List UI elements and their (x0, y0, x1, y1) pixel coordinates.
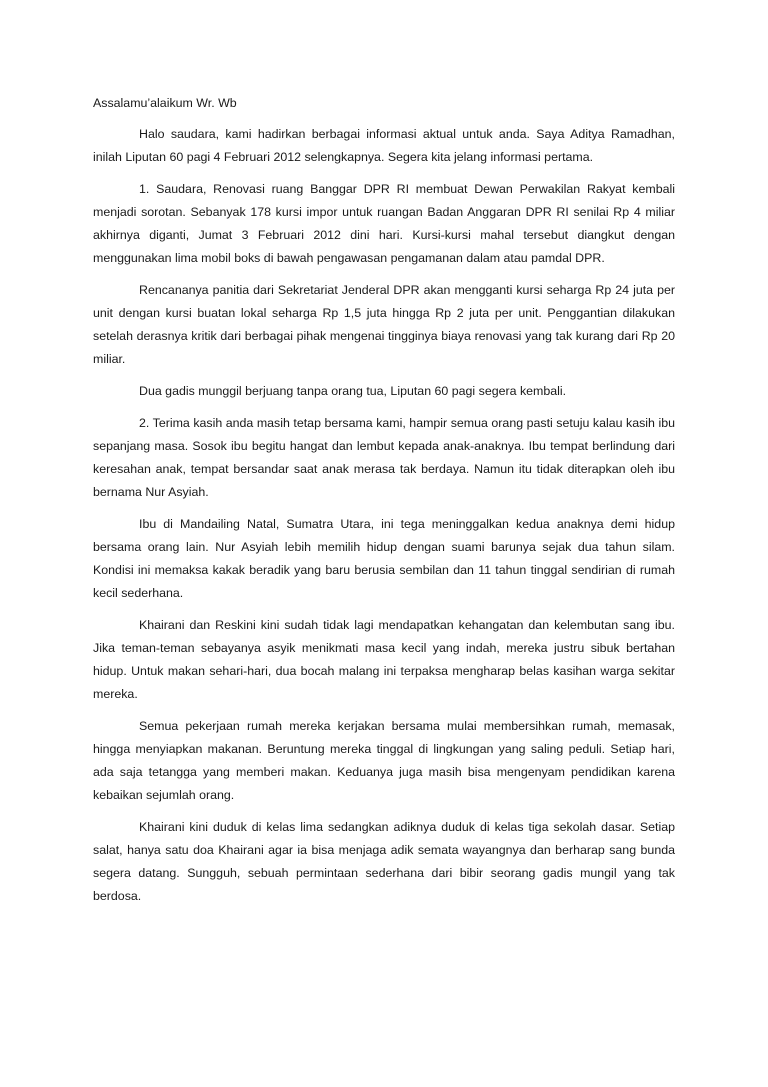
paragraph-news-1-detail: Rencananya panitia dari Sekretariat Jenderal DPR akan mengganti kursi seharga Rp 24 juta per unit dengan kursi buatan lokal seharga Rp 1,5 juta hingga Rp 2 juta per unit. Penggantian dilakukan setelah derasnya kritik dari berbagai pihak mengenai tingginya biaya renovasi yang tak kurang dari Rp 20 miliar. (93, 283, 675, 366)
paragraph-news-2: 2. Terima kasih anda masih tetap bersama kami, hampir semua orang pasti setuju kalau kasih ibu sepanjang masa. Sosok ibu begitu hangat dan lembut kepada anak-anaknya. Ibu tempat berlindung dari keresahan anak, tempat bersandar saat anak merasa tak berdaya. Namun itu tidak diterapkan oleh ibu bernama Nur Asyiah. (93, 416, 675, 499)
paragraph-news-2-location: Ibu di Mandailing Natal, Sumatra Utara, ini tega meninggalkan kedua anaknya demi hidup bersama orang lain. Nur Asyiah lebih memilih hidup dengan suami barunya sejak dua tahun silam. Kondisi ini memaksa kakak beradik yang baru berusia sembilan dan 11 tahun tinggal sendirian di rumah kecil sederhana. (93, 517, 675, 600)
paragraph-news-2-closing: Khairani kini duduk di kelas lima sedangkan adiknya duduk di kelas tiga sekolah dasar. Setiap salat, hanya satu doa Khairani agar ia bisa menjaga adik semata wayangnya dan berharap sang bunda segera datang. Sungguh, sebuah permintaan sederhana dari bibir seorang gadis mungil yang tak berdosa. (93, 820, 675, 903)
document-body (93, 92, 675, 917)
paragraph-teaser: Dua gadis munggil berjuang tanpa orang tua, Liputan 60 pagi segera kembali. (139, 384, 567, 398)
paragraph-intro: Halo saudara, kami hadirkan berbagai informasi aktual untuk anda. Saya Aditya Ramadhan, inilah Liputan 60 pagi 4 Februari 2012 selengkapnya. Segera kita jelang informasi pertama. (93, 127, 675, 164)
paragraph-news-1: 1. Saudara, Renovasi ruang Banggar DPR RI membuat Dewan Perwakilan Rakyat kembali menjadi sorotan. Sebanyak 178 kursi impor untuk ruangan Badan Anggaran DPR RI senilai Rp 4 miliar akhirnya diganti, Jumat 3 Februari 2012 dini hari. Kursi-kursi mahal tersebut diangkut dengan menggunakan lima mobil boks di bawah pengawasan pengamanan dalam atau pamdal DPR. (93, 182, 675, 265)
paragraph-news-2-daily-life: Semua pekerjaan rumah mereka kerjakan bersama mulai membersihkan rumah, memasak, hingga menyiapkan makanan. Beruntung mereka tinggal di lingkungan yang saling peduli. Setiap hari, ada saja tetangga yang memberi makan. Keduanya juga masih bisa mengenyam pendidikan karena kebaikan sejumlah orang. (93, 719, 675, 802)
greeting: Assalamu’alaikum Wr. Wb (93, 96, 237, 110)
paragraph-news-2-children: Khairani dan Reskini kini sudah tidak lagi mendapatkan kehangatan dan kelembutan sang ibu. Jika teman-teman sebayanya asyik menikmati masa kecil yang indah, mereka justru sibuk bertahan hidup. Untuk makan sehari-hari, dua bocah malang ini terpaksa mengharap belas kasihan warga sekitar mereka. (93, 618, 675, 701)
